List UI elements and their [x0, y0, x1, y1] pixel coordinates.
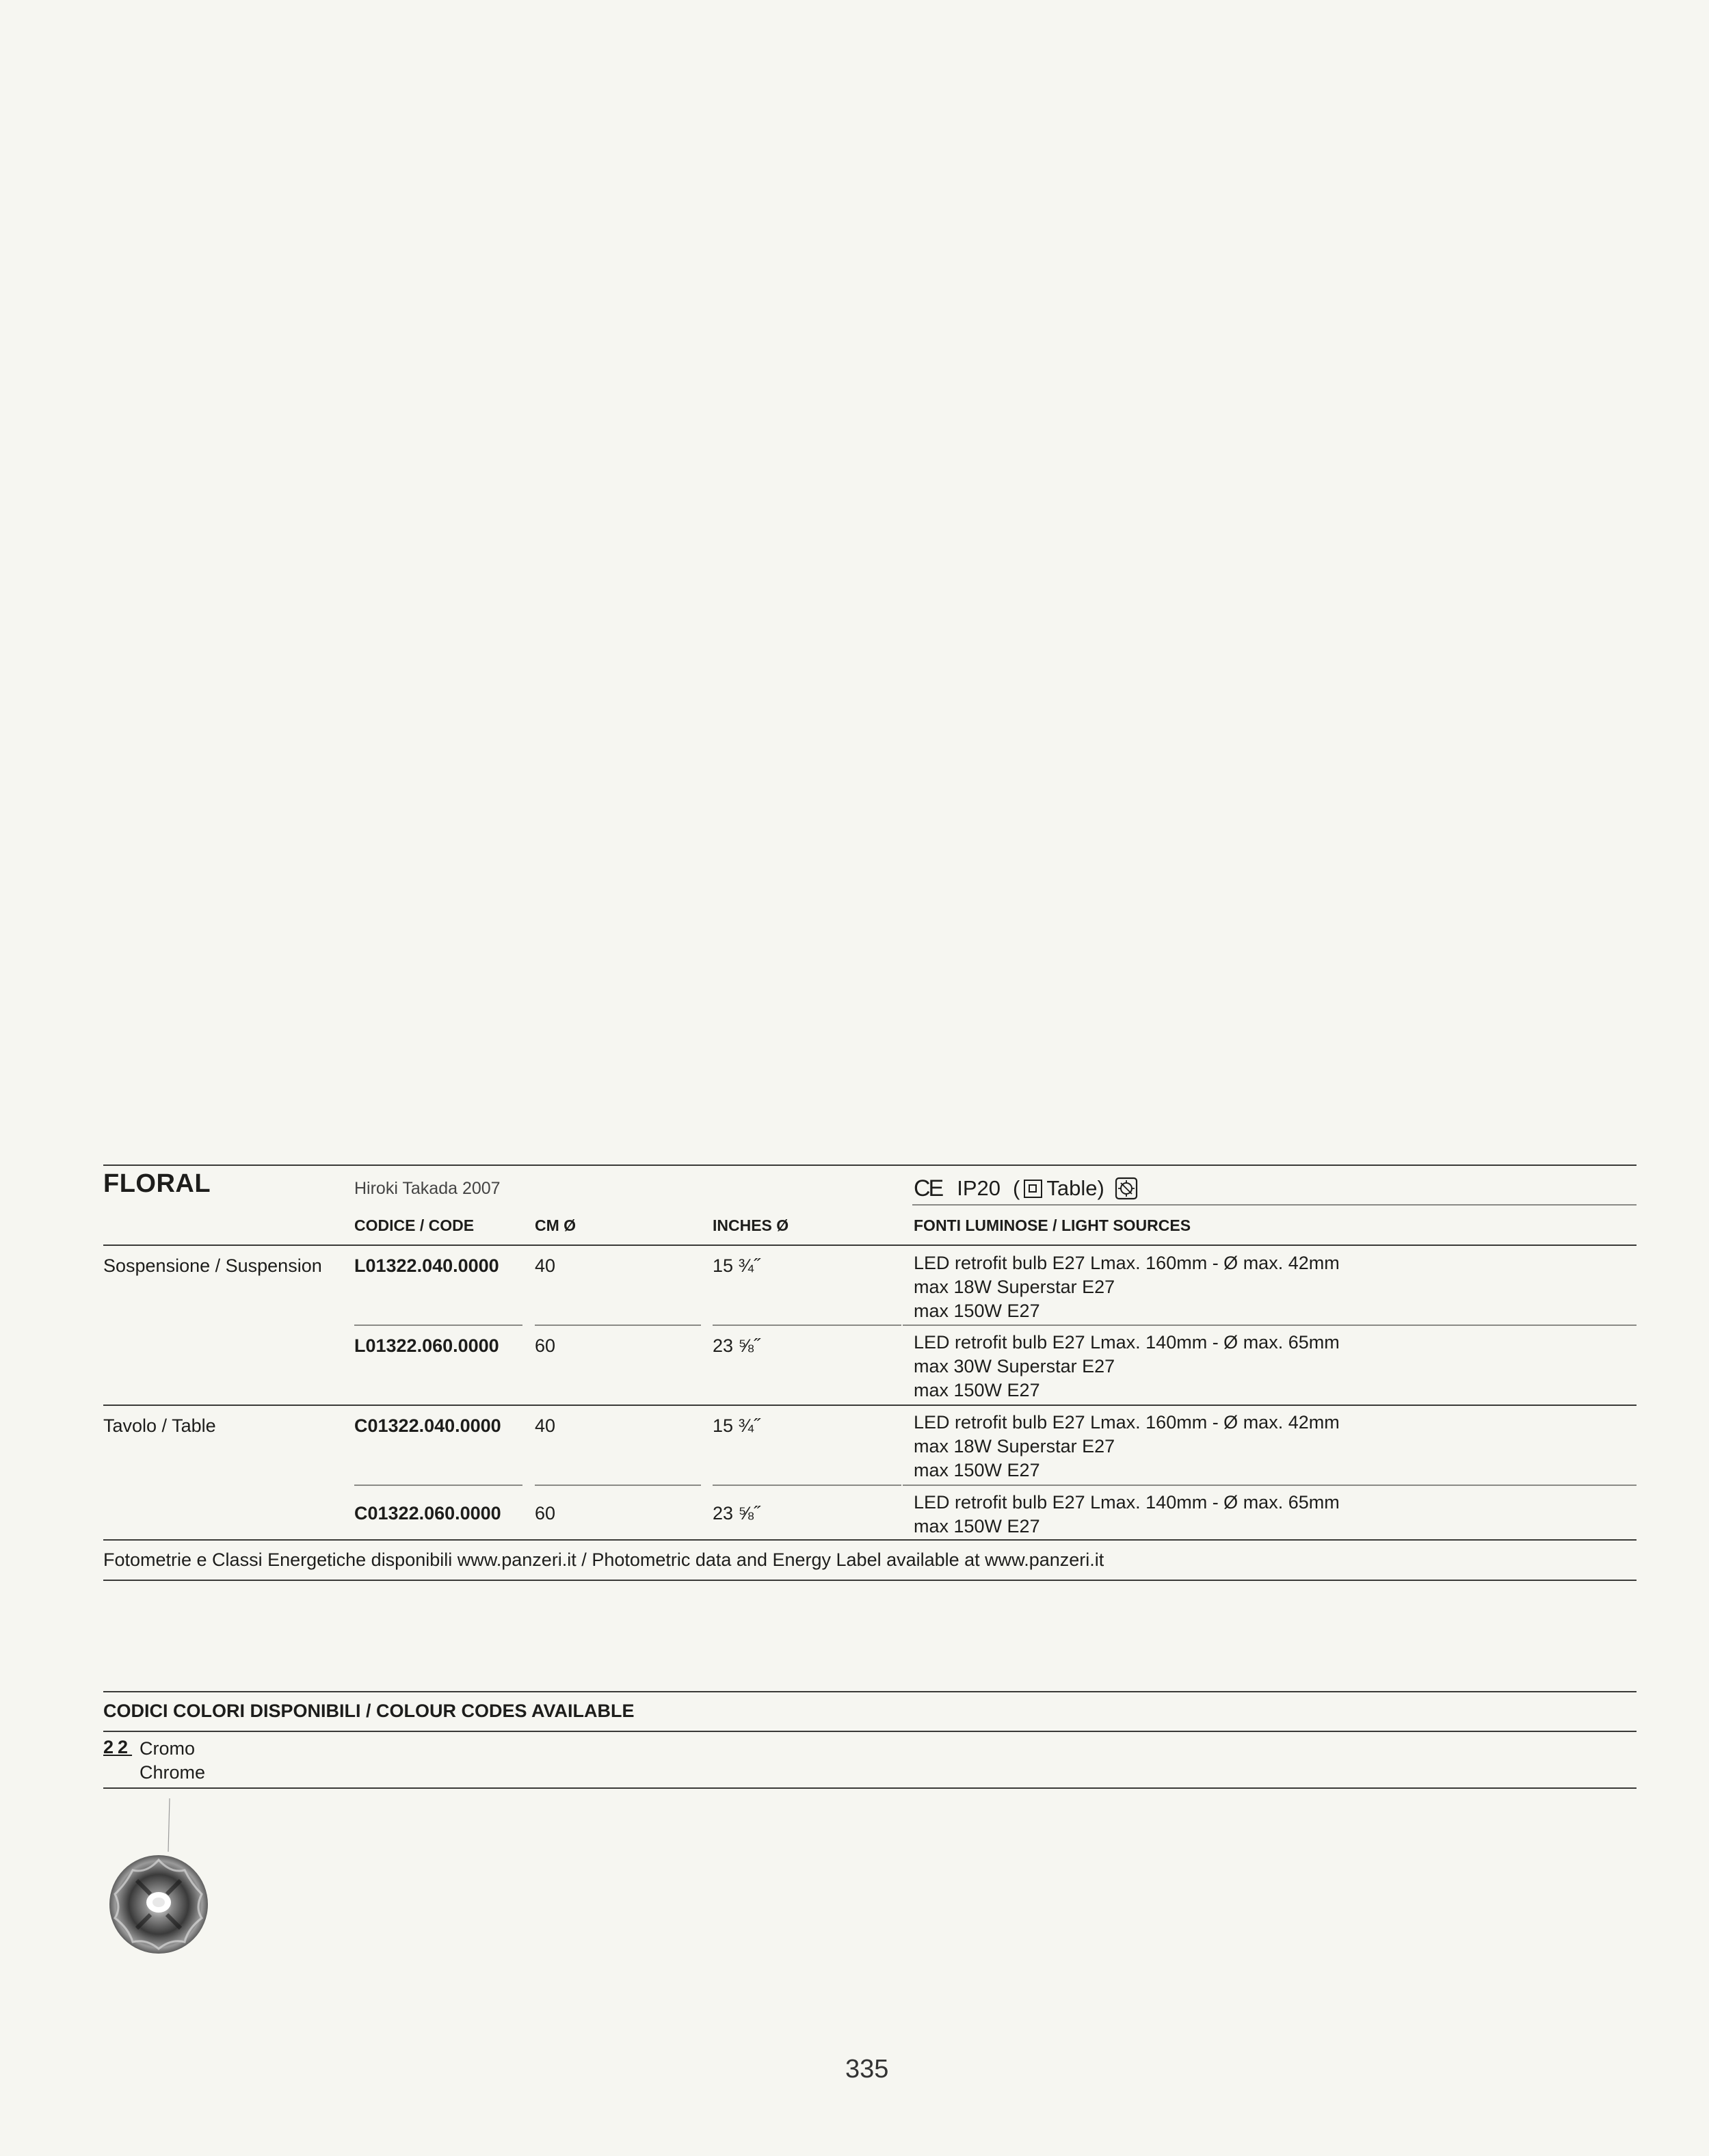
header-code: CODICE / CODE: [354, 1216, 475, 1234]
row-divider: [903, 1485, 1637, 1486]
source-line: max 150W E27: [914, 1460, 1040, 1480]
table-bottom-rule: [103, 1539, 1637, 1541]
source-line: LED retrofit bulb E27 Lmax. 160mm - Ø max. 42mm: [914, 1253, 1340, 1273]
row-divider: [535, 1485, 701, 1486]
row-divider: [354, 1325, 522, 1326]
colours-top-rule: [103, 1691, 1637, 1692]
source-line: max 150W E27: [914, 1301, 1040, 1321]
product-title: FLORAL: [103, 1169, 211, 1198]
table-row-cm: 40: [535, 1255, 556, 1276]
table-row-inches: 23 ⅝˝: [713, 1335, 760, 1356]
page-number: 335: [845, 2055, 889, 2084]
chrome-lamp-thumbnail: [103, 1798, 212, 1962]
row-divider: [535, 1325, 701, 1326]
table-row-sources: [914, 1411, 1340, 1482]
top-rule: [103, 1164, 1637, 1166]
source-line: max 18W Superstar E27: [914, 1277, 1115, 1297]
row-divider: [354, 1485, 522, 1486]
colour-code: [103, 1737, 132, 1758]
source-line: LED retrofit bulb E27 Lmax. 140mm - Ø max. 65mm: [914, 1332, 1340, 1353]
table-row-code: C01322.040.0000: [354, 1415, 501, 1436]
header-cm: CM Ø: [535, 1216, 577, 1234]
table-row-cm: 60: [535, 1335, 556, 1356]
table-row-sources: [914, 1491, 1340, 1539]
header-inches: INCHES Ø: [713, 1216, 789, 1234]
class-ii-icon: [1024, 1180, 1042, 1198]
class-label: Table): [1046, 1176, 1104, 1200]
colour-code-value: 22: [103, 1737, 133, 1757]
colours-bottom-rule: [103, 1787, 1637, 1789]
table-row-code: L01322.040.0000: [354, 1255, 499, 1276]
colour-name-it: Cromo: [140, 1738, 196, 1759]
source-line: max 150W E27: [914, 1380, 1040, 1400]
table-row-inches: 15 ¾˝: [713, 1415, 760, 1436]
header-sources: FONTI LUMINOSE / LIGHT SOURCES: [914, 1216, 1191, 1234]
row-divider: [903, 1325, 1637, 1326]
table-row-code: C01322.060.0000: [354, 1503, 501, 1523]
source-line: max 30W Superstar E27: [914, 1356, 1115, 1376]
table-row-cm: 60: [535, 1503, 556, 1523]
photometric-footnote: Fotometrie e Classi Energetiche disponibili www.panzeri.it / Photometric data and Energy Label available at www.panzeri.it: [103, 1549, 1104, 1570]
certification-bar: [914, 1173, 1139, 1203]
source-line: max 18W Superstar E27: [914, 1436, 1115, 1456]
lamp-safety-icon: [1114, 1176, 1139, 1201]
row-divider: [713, 1325, 901, 1326]
table-row-sources: [914, 1331, 1340, 1402]
table-row-inches: 23 ⅝˝: [713, 1503, 760, 1523]
group-type-suspension: Sospensione / Suspension: [103, 1255, 322, 1276]
row-divider: [713, 1485, 901, 1486]
colour-name: [140, 1737, 205, 1785]
colour-name-en: Chrome: [140, 1762, 206, 1783]
ce-mark-icon: CE: [914, 1175, 942, 1201]
group-rule: [103, 1405, 1637, 1406]
class-open-paren: (: [1013, 1176, 1020, 1200]
footnote-rule: [103, 1580, 1637, 1581]
table-row-cm: 40: [535, 1415, 556, 1436]
source-line: LED retrofit bulb E27 Lmax. 140mm - Ø max. 65mm: [914, 1492, 1340, 1513]
ip-rating: IP20: [957, 1176, 1001, 1200]
designer-credit: Hiroki Takada 2007: [354, 1179, 501, 1198]
colours-header-rule: [103, 1731, 1637, 1732]
colour-codes-title: CODICI COLORI DISPONIBILI / COLOUR CODES AVAILABLE: [103, 1701, 635, 1721]
source-line: LED retrofit bulb E27 Lmax. 160mm - Ø max. 42mm: [914, 1412, 1340, 1433]
source-line: max 150W E27: [914, 1516, 1040, 1536]
cert-underline: [912, 1204, 1637, 1206]
table-row-code: L01322.060.0000: [354, 1335, 499, 1356]
group-type-table: Tavolo / Table: [103, 1415, 216, 1436]
header-rule: [103, 1245, 1637, 1246]
table-row-sources: [914, 1251, 1340, 1323]
table-row-inches: 15 ¾˝: [713, 1255, 760, 1276]
